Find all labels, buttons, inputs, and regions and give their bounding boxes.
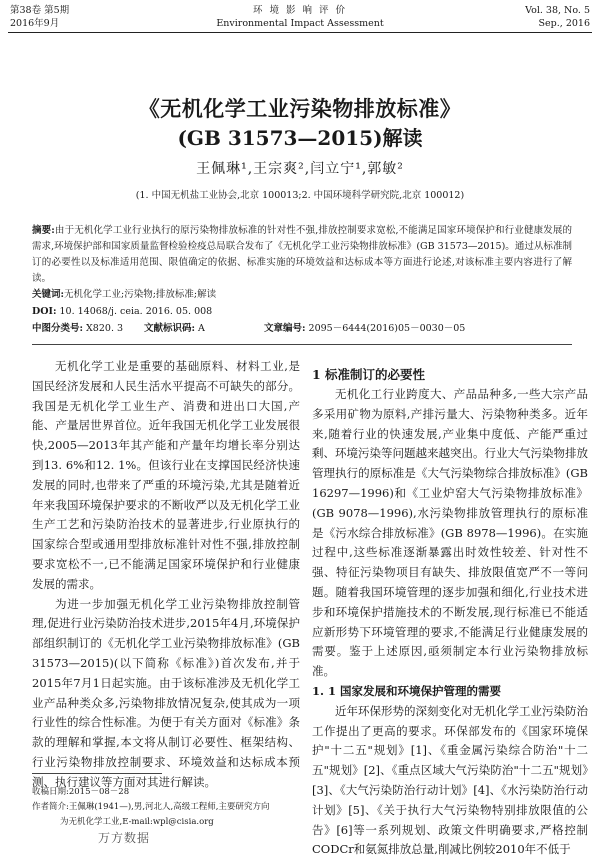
article-number-label: 文章编号: xyxy=(264,323,306,334)
footnote-rule xyxy=(32,773,162,774)
article-subtitle: (GB 31573—2015)解读 xyxy=(177,126,423,150)
journal-title-block xyxy=(0,4,600,30)
doi xyxy=(32,304,572,320)
journal-title-en: Environmental Impact Assessment xyxy=(216,18,384,29)
keywords-label: 关键词: xyxy=(32,289,65,300)
doi-label: DOI: xyxy=(32,306,57,317)
section-1-paragraph: 无机化工行业跨度大、产品品种多,一些大宗产品多采用矿物为原料,产排污量大、污染物种类多。近年来,随着行业的快速发展,产业集中度低、产能严重过剩、环境污染等问题越来越突出。行业大气污染物排放管理执行的原标准是《大气污染物综合排放标准》(GB 16297—1996)和《工业炉窑大气污染物排放标准》(GB 9078—1996),水污染物排放管理执行的原标准是《污水综合排放标准》(GB 8978—1996)。在实施过程中,这些标准逐渐暴露出时效性较差、针对性不强、特征污染物项目有缺失、排放限值宽严不一等问题。随着我国环境管理的逐步加强和细化,行业技术进步和环境保护措施技术的不断发展,现行标准已不能适应新形势下环境管理的要求,不能满足行业健康发展的需要。鉴于上述原因,亟须制定本行业污染物排放标准。 xyxy=(312,387,588,679)
subsection-1-1-paragraph: 近年环保形势的深刻变化对无机化学工业污染防治工作提出了更高的要求。环保部发布的《国家环境保护"十二五"规划》[1]、《重金属污染综合防治"十二五"规划》[2]、《重点区域大气污染防治"十二五"规划》[3]、《大气污染防治行动计划》[4]、《水污染防治行动计划》[5]、《关于执行大气污染物特别排放限值的公告》[6]等一系列规划、政策文件明确要求,严格控制CODCr和氨氮排放总量,削减比例较2010年不低于 xyxy=(312,703,588,857)
wanfang-watermark: 万方数据 xyxy=(98,831,151,845)
keywords-text: 无机化学工业;污染物;排放标准;解读 xyxy=(64,289,217,300)
author-list: 王佩琳¹,王宗爽²,闫立宁¹,郭敏² xyxy=(196,161,404,177)
subsection-1-1-heading: 1. 1 国家发展和环境保护管理的需要 xyxy=(312,683,502,698)
section-1-heading: 1 标准制订的必要性 xyxy=(312,367,426,382)
clc-value: X820. 3 xyxy=(86,323,124,334)
intro-paragraph-1: 无机化学工业是重要的基础原料、材料工业,是国民经济发展和人民生活水平提高不可缺失的部分。我国是无机化学工业生产、消费和进出口大国,产能、产量居世界首位。近年我国无机化学工业发展很快,2005—2013年其产能和产量年均增长率分别达到13. 6%和12. 1%。但该行业在支撑国民经济快速发展的同时,也带来了严重的环境污染,尤其是随着近年来我国环境保护要求的不断收严以及无机化学工业生产工艺和污染防治技术的显著进步,行业原执行的国家综合型或通用型排放标准针对性不强,排放控制要求宽松不一,已不能满足国家环境保护和行业健康发展的需求。 xyxy=(32,359,300,591)
keywords xyxy=(32,287,572,303)
abstract-text: 由于无机化学工业行业执行的原污染物排放标准的针对性不强,排放控制要求宽松,不能满足国家环境保护和行业健康发展的需求,环境保护部和国家质量监督检验检疫总局联合发布了《无机化学工业污染物排放标准》(GB 31573—2015)。通过从标准制订的必要性以及标准适用范围、限值确定的依据、标准实施的环境效益和达标成本等方面进行论述,对该标准主要内容进行了解读。 xyxy=(32,225,572,284)
received-date: 收稿日期:2015－08－28 xyxy=(32,787,130,797)
body-left-column xyxy=(32,357,300,793)
article-title: 《无机化学工业污染物排放标准》 xyxy=(138,96,462,121)
volume-issue: 第38卷 第5期 xyxy=(10,5,70,16)
intro-paragraph-2: 为进一步加强无机化学工业污染物排放控制管理,促进行业污染防治技术进步,2015年4月,环境保护部组织制订的《无机化学工业污染物排放标准》(GB 31573—2015)(以下简称《标准》)首次发布,并于2015年7月1日起实施。由于该标准涉及无机化学工业产品种类众多,污染物排放情况复杂,使其成为一项行业性的综合性标准。为便于有关方面对《标准》条款的理解和掌握,本文将从制订必要性、框架结构、行业污染物排放控制要求、环境效益和达标成本预测、执行建议等方面对其进行解读。 xyxy=(32,596,300,789)
header-rule xyxy=(8,32,592,33)
journal-volume-en xyxy=(525,4,590,30)
abstract xyxy=(32,223,572,287)
issue-date: 2016年9月 xyxy=(10,18,60,29)
volume-number-en: Vol. 38, No. 5 xyxy=(525,5,590,16)
clc-label: 中图分类号: xyxy=(32,323,84,334)
doc-code-value: A xyxy=(198,323,205,334)
abstract-label: 摘要: xyxy=(32,225,55,236)
author-contact: 为无机化学工业,E-mail:wpl@cisia.org xyxy=(60,817,214,827)
doc-code-label: 文献标识码: xyxy=(144,323,196,334)
abstract-rule xyxy=(32,344,572,345)
doi-value: 10. 14068/j. ceia. 2016. 05. 008 xyxy=(59,306,213,317)
issue-date-en: Sep., 2016 xyxy=(538,18,590,29)
journal-title-cn: 环 境 影 响 评 价 xyxy=(252,5,348,16)
article-number-value: 2095－6444(2016)05－0030－05 xyxy=(308,323,466,334)
author-affiliation: (1. 中国无机盐工业协会,北京 100013;2. 中国环境科学研究院,北京 100012) xyxy=(135,190,465,201)
body-right-column xyxy=(312,365,588,860)
author-bio: 作者简介:王佩琳(1941—),男,河北人,高级工程师,主要研究方向 xyxy=(32,802,270,812)
